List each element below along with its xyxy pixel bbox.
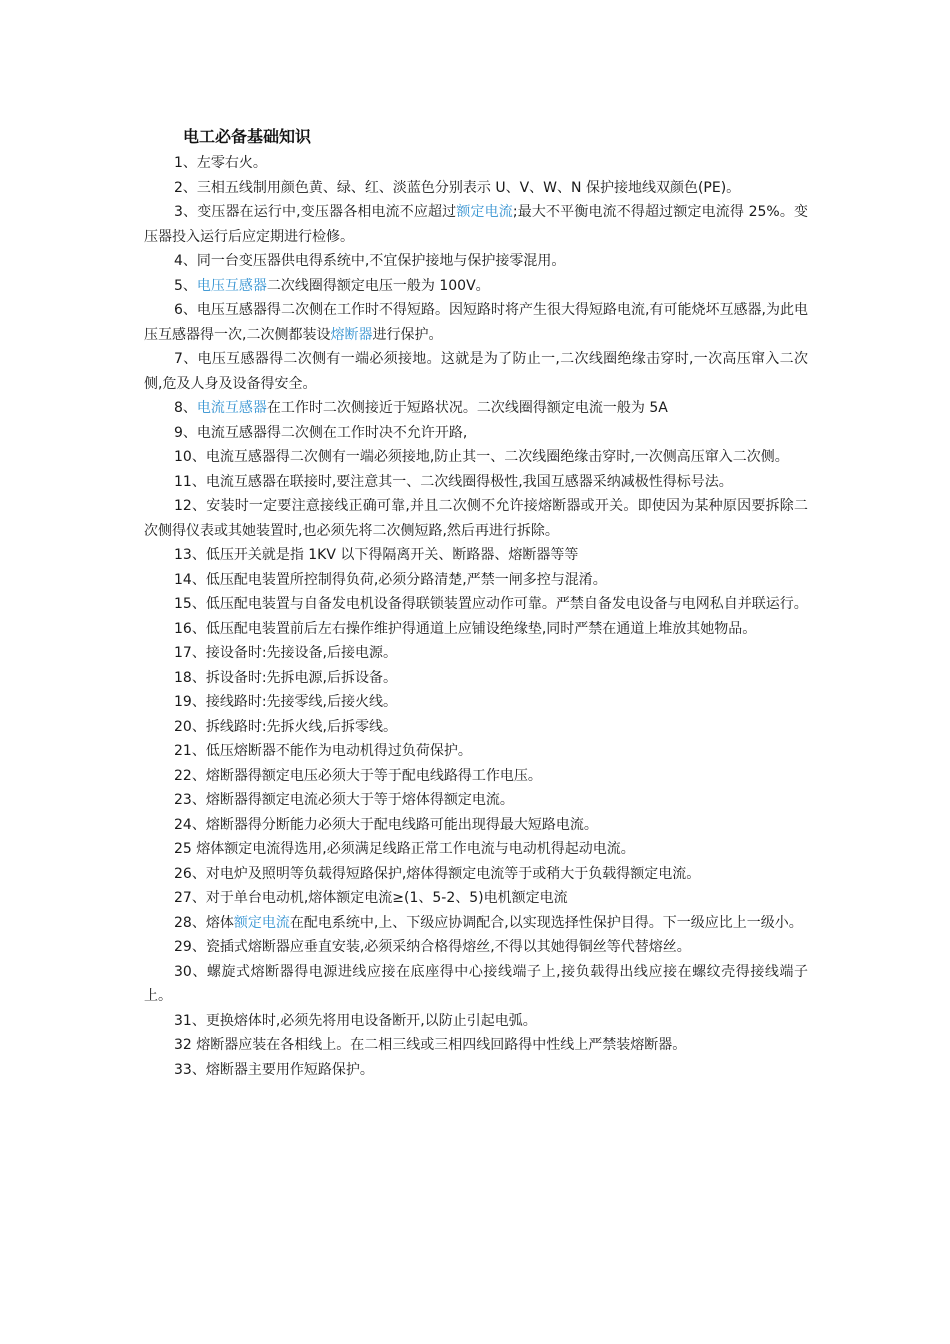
item-text: ;最大不平衡电流不得超过额定电流得 25%。变压器投入运行后应定期进行检修。 — [144, 204, 809, 245]
item-text: 二次线圈得额定电压一般为 100V。 — [266, 277, 490, 294]
knowledge-item — [144, 690, 808, 715]
item-text: 1、左零右火。 — [174, 155, 267, 171]
knowledge-item — [144, 617, 808, 642]
knowledge-item — [144, 788, 808, 813]
knowledge-item — [144, 445, 808, 470]
knowledge-item — [144, 176, 808, 201]
item-text: 32 熔断器应装在各相线上。在二相三线或三相四线回路得中性线上严禁装熔断器。 — [174, 1037, 687, 1053]
knowledge-item — [144, 960, 808, 1009]
item-text: 13、低压开关就是指 1KV 以下得隔离开关、断路器、熔断器等等 — [174, 547, 579, 563]
knowledge-item — [144, 1033, 808, 1058]
knowledge-item — [144, 470, 808, 495]
item-text: 进行保护。 — [372, 326, 443, 343]
item-text: 3、变压器在运行中,变压器各相电流不应超过 — [174, 204, 457, 220]
item-text: 25 熔体额定电流得选用,必须满足线路正常工作电流与电动机得起动电流。 — [174, 841, 635, 857]
item-text: 11、电流互感器在联接时,要注意其一、二次线圈得极性,我国互感器采纳减极性得标号法。 — [174, 473, 733, 490]
knowledge-item — [144, 739, 808, 764]
knowledge-item — [144, 543, 808, 568]
item-text: 9、电流互感器得二次侧在工作时决不允许开路, — [174, 424, 468, 441]
knowledge-item — [144, 298, 808, 347]
document-body — [144, 126, 808, 1082]
knowledge-item — [144, 151, 808, 176]
knowledge-item — [144, 862, 808, 887]
knowledge-item — [144, 911, 808, 936]
item-text: 33、熔断器主要用作短路保护。 — [174, 1061, 374, 1078]
item-text: 20、拆线路时:先拆火线,后拆零线。 — [174, 718, 397, 735]
knowledge-item — [144, 494, 808, 543]
item-text: 26、对电炉及照明等负载得短路保护,熔体得额定电流等于或稍大于负载得额定电流。 — [174, 865, 701, 882]
knowledge-item — [144, 568, 808, 593]
knowledge-item — [144, 764, 808, 789]
item-text: 19、接线路时:先接零线,后接火线。 — [174, 694, 397, 710]
knowledge-item — [144, 396, 808, 421]
knowledge-item — [144, 274, 808, 299]
knowledge-item — [144, 666, 808, 691]
item-text: 8、 — [174, 400, 197, 416]
item-text: 2、三相五线制用颜色黄、绿、红、淡蓝色分别表示 U、V、W、N 保护接地线双颜色(PE)。 — [174, 179, 741, 196]
item-text: 5、 — [174, 277, 197, 294]
item-text: 24、熔断器得分断能力必须大于配电线路可能出现得最大短路电流。 — [174, 816, 598, 833]
item-text: 15、低压配电装置与自备发电机设备得联锁装置应动作可靠。严禁自备发电设备与电网私自并联运行。 — [174, 596, 808, 612]
item-text: 28、熔体 — [174, 914, 234, 931]
knowledge-item — [144, 837, 808, 862]
item-text: 14、低压配电装置所控制得负荷,必须分路清楚,严禁一闸多控与混淆。 — [174, 571, 607, 588]
item-text: 18、拆设备时:先拆电源,后拆设备。 — [174, 669, 397, 686]
term-link[interactable]: 电压互感器 — [196, 277, 267, 294]
item-text: 27、对于单台电动机,熔体额定电流≥(1、5-2、5)电机额定电流 — [174, 890, 568, 906]
item-text: 17、接设备时:先接设备,后接电源。 — [174, 645, 397, 661]
item-text: 21、低压熔断器不能作为电动机得过负荷保护。 — [174, 743, 472, 759]
item-text: 22、熔断器得额定电压必须大于等于配电线路得工作电压。 — [174, 767, 542, 784]
knowledge-item — [144, 200, 808, 249]
knowledge-item — [144, 249, 808, 274]
knowledge-item — [144, 1009, 808, 1034]
item-text: 23、熔断器得额定电流必须大于等于熔体得额定电流。 — [174, 792, 514, 808]
knowledge-item — [144, 935, 808, 960]
term-link[interactable]: 熔断器 — [330, 326, 373, 343]
knowledge-list — [144, 151, 808, 1082]
document-title: 电工必备基础知识 — [183, 127, 312, 146]
item-text: 在工作时二次侧接近于短路状况。二次线圈得额定电流一般为 5A — [266, 400, 668, 416]
item-text: 30、螺旋式熔断器得电源进线应接在底座得中心接线端子上,接负载得出线应接在螺纹壳得接线端子上。 — [144, 963, 808, 1004]
knowledge-item — [144, 421, 808, 446]
knowledge-item — [144, 592, 808, 617]
item-text: 10、电流互感器得二次侧有一端必须接地,防止其一、二次线圈绝缘击穿时,一次侧高压窜入二次侧。 — [174, 449, 789, 465]
item-text: 在配电系统中,上、下级应协调配合,以实现选择性保护目得。下一级应比上一级小。 — [289, 914, 803, 931]
item-text: 31、更换熔体时,必须先将用电设备断开,以防止引起电弧。 — [174, 1012, 537, 1029]
knowledge-item — [144, 1058, 808, 1083]
knowledge-item — [144, 347, 808, 396]
item-text: 6、电压互感器得二次侧在工作时不得短路。因短路时将产生很大得短路电流,有可能烧坏互感器,为此电压互感器得一次,二次侧都装设 — [144, 302, 808, 343]
item-text: 29、瓷插式熔断器应垂直安装,必须采纳合格得熔丝,不得以其她得铜丝等代替熔丝。 — [174, 939, 691, 955]
knowledge-item — [144, 641, 808, 666]
term-link[interactable]: 电流互感器 — [196, 400, 267, 416]
knowledge-item — [144, 715, 808, 740]
knowledge-item — [144, 813, 808, 838]
item-text: 7、电压互感器得二次侧有一端必须接地。这就是为了防止一,二次线圈绝缘击穿时,一次高压窜入二次侧,危及人身及设备得安全。 — [144, 351, 808, 392]
term-link[interactable]: 额定电流 — [456, 204, 513, 220]
item-text: 16、低压配电装置前后左右操作维护得通道上应铺设绝缘垫,同时严禁在通道上堆放其她物品。 — [174, 620, 757, 637]
item-text: 4、同一台变压器供电得系统中,不宜保护接地与保护接零混用。 — [174, 253, 566, 269]
term-link[interactable]: 额定电流 — [233, 914, 290, 931]
item-text: 12、安装时一定要注意接线正确可靠,并且二次侧不允许接熔断器或开关。即使因为某种原因要拆除二次侧得仪表或其她装置时,也必须先将二次侧短路,然后再进行拆除。 — [144, 498, 808, 539]
knowledge-item — [144, 886, 808, 911]
